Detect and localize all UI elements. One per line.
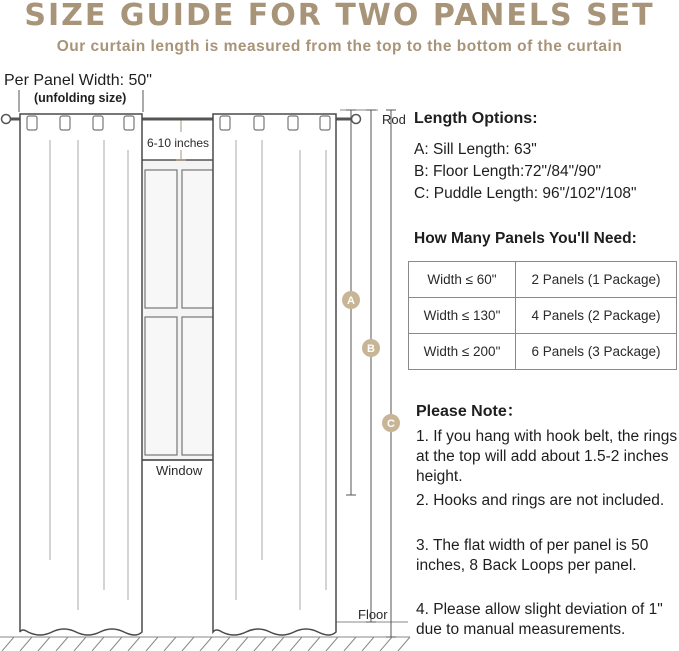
panels-needed-table: [408, 261, 677, 370]
note-item: 1. If you hang with hook belt, the rings at the top will add about 1.5-2 inches height.: [416, 428, 678, 485]
note-item: 3. The flat width of per panel is 50 inches, 8 Back Loops per panel.: [416, 537, 649, 574]
table-row: [409, 262, 677, 298]
panel-width-label: Per Panel Width: 50": [4, 72, 152, 89]
width-cell: Width ≤ 200": [409, 334, 516, 370]
gap-label: 6-10 inches: [147, 136, 210, 150]
note-item: 2. Hooks and rings are not included.: [416, 492, 665, 509]
width-cell: Width ≤ 60": [409, 262, 516, 298]
length-options-heading: Length Options:: [414, 110, 538, 127]
window-label: Window: [156, 463, 203, 478]
svg-text:B: B: [367, 343, 375, 355]
window: [140, 160, 220, 460]
width-cell: Width ≤ 130": [409, 298, 516, 334]
svg-text:C: C: [387, 418, 395, 430]
rod-label: Rod: [382, 112, 406, 127]
page-title: SIZE GUIDE FOR TWO PANELS SET: [24, 0, 655, 33]
dimension-b: [366, 110, 376, 622]
table-row: [409, 334, 677, 370]
panels-cell: 6 Panels (3 Package): [516, 334, 677, 370]
length-option-b: B: Floor Length:72"/84"/90": [414, 163, 602, 180]
table-row: [409, 298, 677, 334]
badge-c: [382, 414, 400, 432]
dimension-c: [386, 110, 396, 637]
right-curtain-panel: [213, 114, 336, 635]
panels-needed-heading: How Many Panels You'll Need:: [414, 230, 637, 247]
panels-cell: 4 Panels (2 Package): [516, 298, 677, 334]
left-curtain-panel: [20, 114, 142, 635]
svg-text:A: A: [347, 295, 355, 307]
notes-heading: Please Note：: [416, 403, 523, 420]
length-option-a: A: Sill Length: 63": [414, 141, 537, 158]
badge-a: [342, 291, 360, 309]
floor-hatch: [0, 637, 410, 651]
page-subtitle: Our curtain length is measured from the top to the bottom of the curtain: [56, 38, 623, 55]
note-item: 4. Please allow slight deviation of 1" due to manual measurements.: [416, 601, 663, 638]
badge-b: [362, 339, 380, 357]
unfolding-size-note: (unfolding size): [34, 91, 127, 105]
length-option-c: C: Puddle Length: 96"/102"/108": [414, 185, 637, 202]
panels-cell: 2 Panels (1 Package): [516, 262, 677, 298]
floor-label: Floor: [358, 607, 388, 622]
